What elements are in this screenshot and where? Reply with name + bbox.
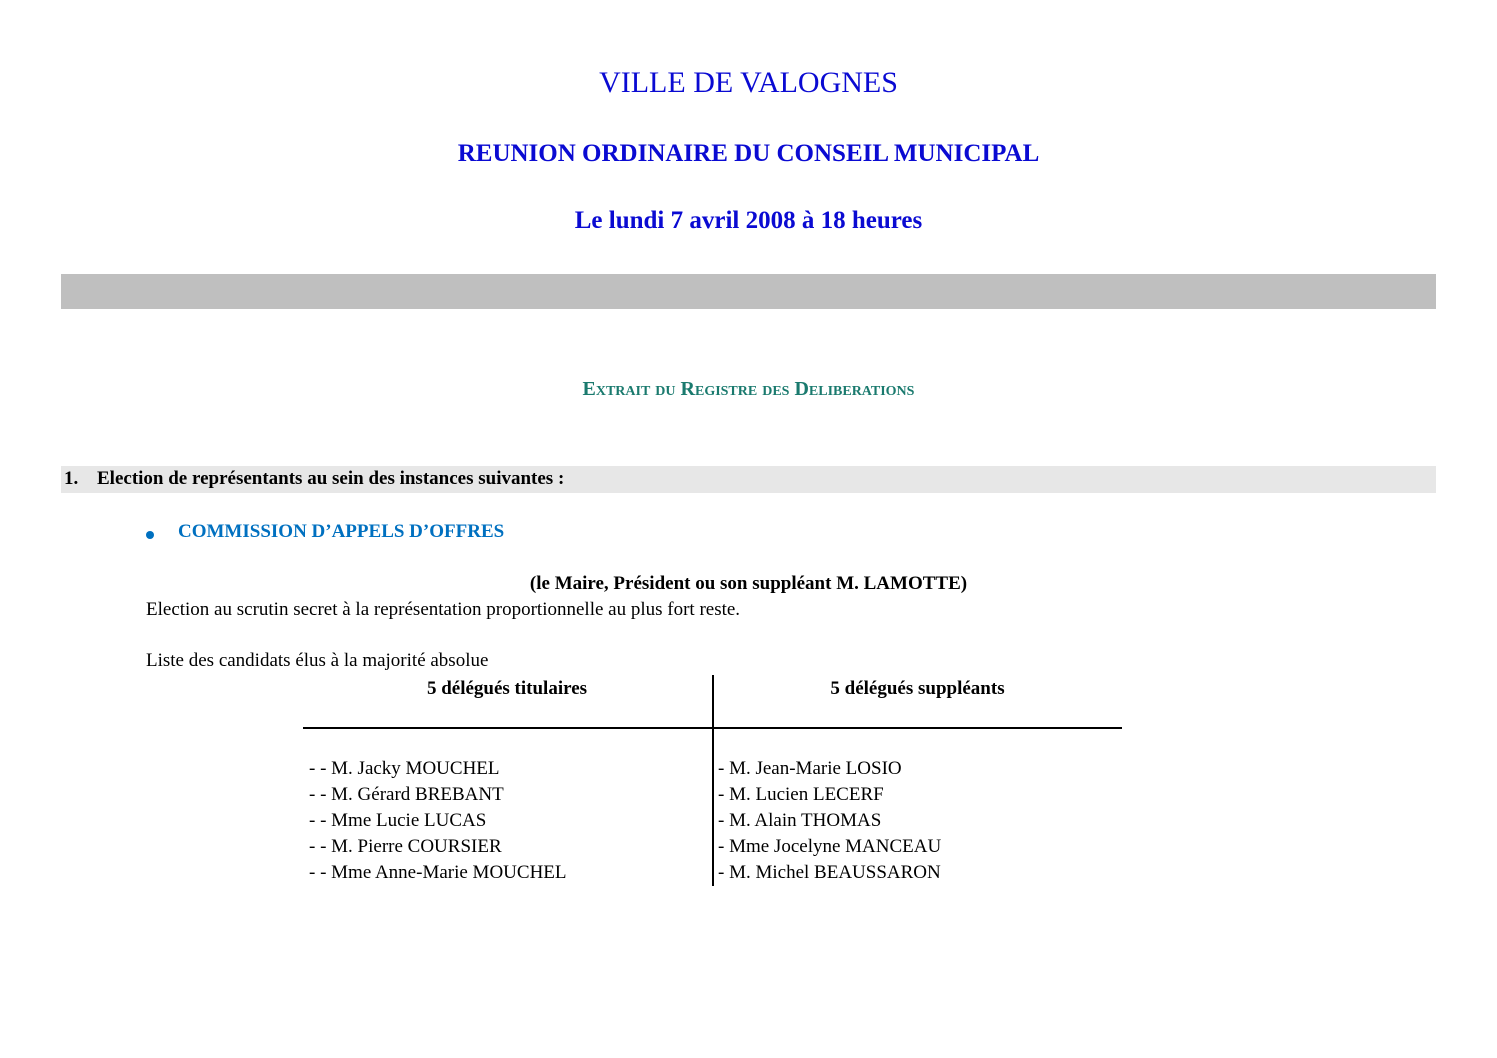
commission-title: COMMISSION D’APPELS D’OFFRES	[178, 521, 505, 542]
list-item: - Mme Jocelyne MANCEAU	[718, 836, 942, 857]
header-underline	[303, 727, 1122, 729]
titulaires-column-header: 5 délégués titulaires	[426, 678, 588, 699]
section-number: 1.	[64, 468, 79, 489]
list-item: - - M. Gérard BREBANT	[309, 784, 504, 805]
suppleants-list	[718, 756, 941, 886]
election-mode-text: Election au scrutin secret à la représentation proportionnelle au plus fort reste.	[146, 599, 741, 620]
header-separator-bar	[61, 274, 1436, 309]
section-title: Election de représentants au sein des instances suivantes :	[97, 468, 565, 489]
document-title: VILLE DE VALOGNES	[599, 66, 898, 99]
list-item: - - M. Pierre COURSIER	[309, 836, 502, 857]
meeting-date: Le lundi 7 avril 2008 à 18 heures	[574, 207, 923, 234]
extract-heading: Extrait du Registre des Deliberations	[582, 378, 915, 400]
suppleants-column-header: 5 délégués suppléants	[830, 678, 1005, 699]
list-item: - - Mme Lucie LUCAS	[309, 810, 487, 831]
bullet-icon	[146, 531, 154, 539]
titulaires-list	[309, 756, 567, 886]
meeting-subtitle: REUNION ORDINAIRE DU CONSEIL MUNICIPAL	[457, 140, 1040, 167]
president-note: (le Maire, Président ou son suppléant M. LAMOTTE)	[529, 573, 968, 594]
column-divider	[712, 675, 714, 886]
list-item: - M. Michel BEAUSSARON	[718, 862, 941, 883]
list-item: - M. Jean-Marie LOSIO	[718, 758, 902, 779]
list-item: - - Mme Anne-Marie MOUCHEL	[309, 862, 567, 883]
list-item: - M. Alain THOMAS	[718, 810, 882, 831]
candidate-list-intro: Liste des candidats élus à la majorité absolue	[146, 650, 489, 671]
list-item: - M. Lucien LECERF	[718, 784, 884, 805]
list-item: - - M. Jacky MOUCHEL	[309, 758, 500, 779]
